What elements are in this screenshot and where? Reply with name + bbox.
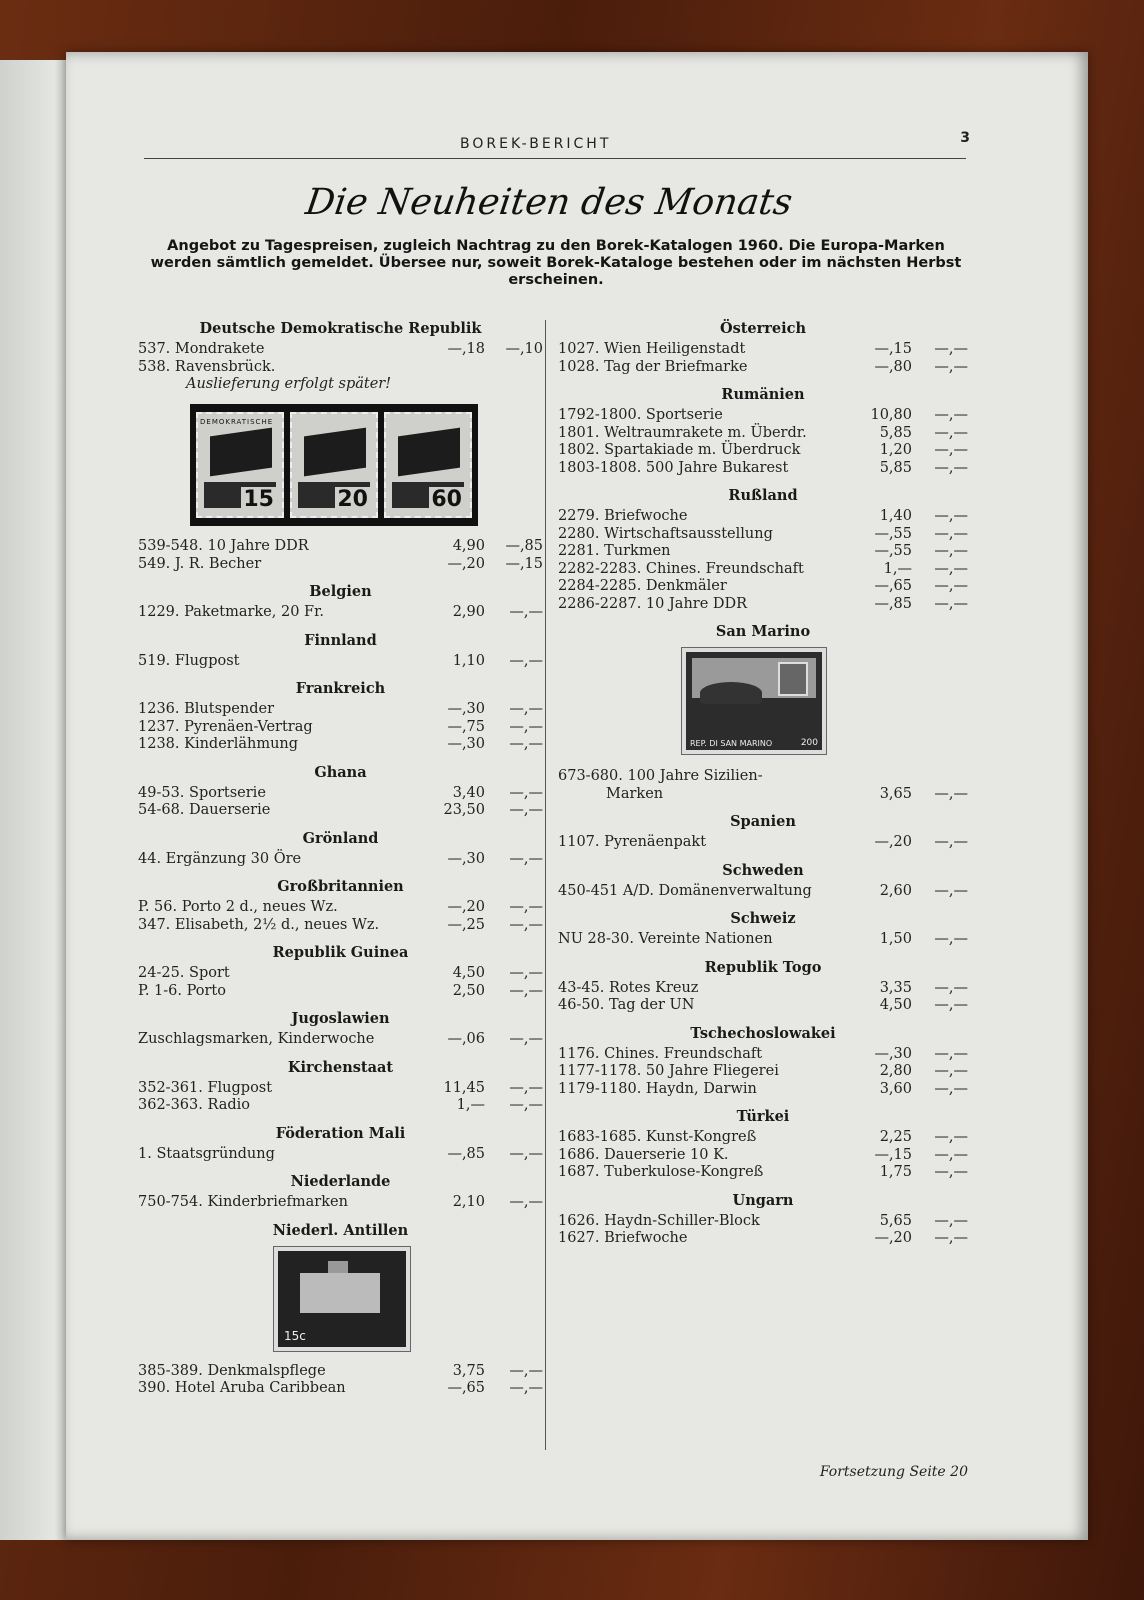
continuation-note: Fortsetzung Seite 20 [819, 1464, 968, 1480]
item-price: —,30 [447, 701, 485, 717]
catalog-section [138, 1125, 543, 1164]
item-price: —,— [509, 652, 543, 669]
item-description: 352-361. Flugpost [138, 1079, 273, 1096]
item-description: 1107. Pyrenäenpakt [558, 834, 707, 850]
item-price: 2,80 [879, 1063, 912, 1079]
item-price: —,— [934, 1146, 968, 1163]
item-price: —,— [509, 1194, 543, 1210]
item-description: 1627. Briefwoche [558, 1230, 688, 1246]
item-price: 3,60 [879, 1080, 912, 1097]
left-column [138, 320, 543, 1398]
catalog-section [138, 680, 543, 754]
item-price: —,15 [505, 555, 543, 572]
item-price: 1,— [456, 1097, 485, 1113]
item-description: P. 1-6. Porto [138, 982, 226, 999]
item-description: 2281. Turkmen [558, 543, 671, 559]
item-price: —,06 [447, 1031, 485, 1047]
antillen-rows [138, 1363, 543, 1398]
item-price: —,18 [447, 341, 485, 357]
san-marino-stamp: REP. DI SAN MARINO 200 [682, 648, 826, 754]
list-item [138, 604, 543, 622]
item-description: 1626. Haydn-Schiller-Block [558, 1212, 760, 1229]
item-price: 1,75 [879, 1164, 912, 1180]
page-title: Die Neuheiten des Monats [303, 182, 795, 223]
item-description: 2279. Briefwoche [558, 508, 688, 524]
item-price: 2,50 [452, 982, 485, 999]
item-price: 5,85 [879, 459, 912, 476]
list-item [558, 596, 968, 614]
catalog-section [138, 878, 543, 934]
right-sections-a [558, 320, 968, 613]
item-price: —,— [509, 736, 543, 752]
list-item [558, 1147, 968, 1165]
catalog-section [558, 487, 968, 613]
item-price: —,20 [874, 834, 912, 850]
item-price: 1,50 [879, 931, 912, 947]
item-price: —,— [934, 1080, 968, 1097]
list-item [558, 460, 968, 478]
item-price: —,— [934, 979, 968, 996]
item-price: —,— [934, 560, 968, 577]
catalog-section [558, 386, 968, 477]
section-heading: Frankreich [295, 680, 386, 697]
item-price: —,— [509, 718, 543, 735]
item-price: 10,80 [870, 407, 912, 423]
section-heading: Jugoslawien [291, 1010, 390, 1027]
item-description: 43-45. Rotes Kreuz [558, 979, 699, 996]
item-price: 4,50 [879, 997, 912, 1013]
item-price: 4,50 [452, 965, 485, 981]
item-price: —,30 [874, 1045, 912, 1062]
item-description: 2284-2285. Denkmäler [558, 578, 727, 594]
item-price: —,— [934, 997, 968, 1013]
list-item [558, 578, 968, 596]
item-description: 1179-1180. Haydn, Darwin [558, 1080, 757, 1097]
item-description: 519. Flugpost [138, 652, 240, 669]
list-item [558, 883, 968, 901]
item-price: 23,50 [443, 802, 485, 818]
item-price: —,85 [505, 538, 543, 554]
item-description: 347. Elisabeth, 2½ d., neues Wz. [138, 916, 380, 933]
item-price: —,— [509, 965, 543, 981]
item-description: Zuschlagsmarken, Kinderwoche [138, 1031, 375, 1047]
item-price: —,— [509, 784, 543, 801]
section-heading: San Marino [715, 623, 811, 640]
item-price: —,20 [447, 899, 485, 915]
item-price: 2,10 [452, 1194, 485, 1210]
list-item: 673-680. 100 Jahre Sizilien- [558, 768, 763, 784]
item-price: —,— [934, 1045, 968, 1062]
list-item [138, 538, 543, 556]
catalog-section [138, 1059, 543, 1115]
list-item [558, 1081, 968, 1099]
section-heading: Spanien [730, 813, 796, 830]
item-description: NU 28-30. Vereinte Nationen [558, 931, 773, 947]
list-item [138, 701, 543, 719]
list-item [558, 1164, 968, 1182]
list-item [138, 1097, 543, 1115]
item-description: 1236. Blutspender [138, 701, 275, 717]
item-description: 1686. Dauerserie 10 K. [558, 1146, 729, 1163]
section-heading: Schweiz [730, 910, 796, 927]
item-description: 1177-1178. 50 Jahre Fliegerei [558, 1063, 779, 1079]
item-description: 450-451 A/D. Domänenverwaltung [558, 882, 812, 899]
item-description: 1027. Wien Heiligenstadt [558, 341, 746, 357]
section-heading: Belgien [309, 583, 372, 600]
item-description: 49-53. Sportserie [138, 784, 266, 801]
item-description: 24-25. Sport [138, 965, 230, 981]
ddr-rows-2 [138, 538, 543, 573]
list-item [138, 1080, 543, 1098]
section-heading: Föderation Mali [275, 1124, 406, 1142]
item-price: —,— [509, 1097, 543, 1113]
header-title: BOREK-BERICHT [460, 136, 612, 152]
stamp-image: 20 [290, 412, 378, 518]
item-description: 46-50. Tag der UN [558, 997, 695, 1013]
item-description: 1683-1685. Kunst-Kongreß [558, 1129, 757, 1145]
item-description: 1687. Tuberkulose-Kongreß [558, 1164, 764, 1180]
item-description: 750-754. Kinderbriefmarken [138, 1194, 348, 1210]
item-price: —,— [509, 701, 543, 717]
item-description: 1176. Chines. Freundschaft [558, 1045, 763, 1062]
item-price: —,— [934, 1164, 968, 1180]
list-item [558, 359, 968, 377]
antillen-stamp: 15c [274, 1247, 410, 1351]
item-description: 54-68. Dauerserie [138, 802, 271, 818]
section-heading: Österreich [719, 320, 807, 337]
section-heading: Republik Guinea [272, 944, 409, 961]
list-item [138, 802, 543, 820]
catalog-section [558, 320, 968, 376]
section-heading: Niederlande [290, 1173, 391, 1190]
item-price: —,— [509, 1380, 543, 1396]
item-price: —,— [509, 1145, 543, 1162]
list-item [558, 931, 968, 949]
list-item [138, 1031, 543, 1049]
item-price: —,— [509, 899, 543, 915]
list-item [138, 917, 543, 935]
column-divider [545, 320, 546, 1450]
section-heading: Großbritannien [277, 878, 404, 895]
delivery-note: Auslieferung erfolgt später! [186, 376, 392, 392]
item-price: —,— [934, 508, 968, 524]
list-item [138, 1146, 543, 1164]
item-price: —,— [934, 459, 968, 476]
ddr-rows [138, 341, 543, 376]
right-column [558, 320, 968, 1248]
item-description: 538. Ravensbrück. [138, 358, 276, 375]
item-description: 390. Hotel Aruba Caribbean [138, 1380, 346, 1396]
list-item [138, 899, 543, 917]
catalog-section [558, 1192, 968, 1248]
catalog-section [138, 1010, 543, 1049]
list-item [138, 1194, 543, 1212]
item-price: —,— [509, 916, 543, 933]
catalog-section [138, 632, 543, 671]
item-price: 2,90 [452, 604, 485, 620]
item-description: 385-389. Denkmalspflege [138, 1362, 326, 1379]
item-price: 1,40 [879, 508, 912, 524]
item-price: 1,20 [879, 442, 912, 458]
item-price: —,— [934, 543, 968, 559]
item-price: —,— [934, 525, 968, 542]
item-description: 1238. Kinderlähmung [138, 736, 299, 752]
item-price: —,— [934, 1230, 968, 1246]
right-sections-b [558, 813, 968, 1248]
catalog-section [558, 1025, 968, 1099]
item-description: 539-548. 10 Jahre DDR [138, 538, 309, 554]
item-price: —,15 [874, 341, 912, 357]
item-price: —,10 [505, 341, 543, 357]
item-price: —,75 [447, 718, 485, 735]
stamp-image: DEMOKRATISCHE 15 [196, 412, 284, 518]
item-price: —,25 [447, 916, 485, 933]
list-item [558, 1230, 968, 1248]
item-price: —,— [934, 341, 968, 357]
item-price: —,— [509, 1031, 543, 1047]
list-item [138, 341, 543, 359]
list-item [558, 543, 968, 561]
left-sections [138, 583, 543, 1212]
item-price: —,— [934, 1063, 968, 1079]
section-heading: Finnland [304, 631, 377, 649]
catalog-section [138, 764, 543, 820]
section-heading: Schweden [722, 861, 804, 879]
section-heading: Ungarn [732, 1191, 794, 1209]
item-price: 5,85 [879, 424, 912, 441]
item-price: —,15 [874, 1146, 912, 1163]
list-item [558, 442, 968, 460]
item-price: —,— [934, 595, 968, 612]
item-price: —,— [934, 882, 968, 899]
section-heading: Rumänien [721, 386, 805, 403]
section-heading: Türkei [736, 1108, 790, 1125]
section-heading: Niederl. Antillen [272, 1221, 409, 1239]
item-price: —,— [934, 1129, 968, 1145]
item-price: 2,60 [879, 882, 912, 899]
stamp-image: 60 [384, 412, 472, 518]
item-price: —,— [934, 1212, 968, 1229]
item-description: 1803-1808. 500 Jahre Bukarest [558, 459, 789, 476]
section-heading: Kirchenstaat [287, 1058, 394, 1076]
item-price: —,20 [874, 1230, 912, 1246]
list-item [138, 653, 543, 671]
list-item [138, 359, 543, 377]
catalog-section [138, 1173, 543, 1212]
section-heading: Republik Togo [704, 958, 822, 976]
item-price: —,— [934, 358, 968, 375]
catalog-section [558, 813, 968, 852]
item-price: —,65 [874, 578, 912, 594]
list-item [558, 407, 968, 425]
item-description: 537. Mondrakete [138, 341, 265, 357]
catalog-section [138, 583, 543, 622]
item-price: 1,10 [452, 652, 485, 669]
item-price: 3,40 [452, 784, 485, 801]
catalog-page [66, 52, 1088, 1540]
list-item [558, 508, 968, 526]
list-item [138, 983, 543, 1001]
item-price: —,55 [874, 543, 912, 559]
list-item [138, 1363, 543, 1381]
item-description: 2286-2287. 10 Jahre DDR [558, 595, 748, 612]
item-price: —,— [934, 442, 968, 458]
item-description: 44. Ergänzung 30 Öre [138, 850, 302, 867]
section-heading: Tschechoslowakei [690, 1024, 836, 1042]
list-item [558, 425, 968, 443]
section-heading: Grönland [302, 829, 379, 847]
item-price: —,— [934, 931, 968, 947]
item-description: 1237. Pyrenäen-Vertrag [138, 718, 313, 735]
item-price: —,— [509, 850, 543, 867]
item-description: 362-363. Radio [138, 1097, 251, 1113]
list-item [138, 719, 543, 737]
list-item [558, 1063, 968, 1081]
list-item [558, 1046, 968, 1064]
catalog-section [558, 910, 968, 949]
list-item [558, 561, 968, 579]
list-item [558, 1129, 968, 1147]
item-price: —,— [509, 604, 543, 620]
item-description: 1802. Spartakiade m. Überdruck [558, 442, 801, 458]
item-price: —,— [509, 1079, 543, 1096]
item-description: 1801. Weltraumrakete m. Überdr. [558, 424, 807, 441]
item-description: 549. J. R. Becher [138, 555, 262, 572]
list-item [558, 834, 968, 852]
item-description: 1792-1800. Sportserie [558, 407, 723, 423]
catalog-section [138, 944, 543, 1000]
list-item [558, 526, 968, 544]
item-price: 11,45 [443, 1079, 485, 1096]
item-description: P. 56. Porto 2 d., neues Wz. [138, 899, 338, 915]
item-price: —,30 [447, 736, 485, 752]
item-price: —,55 [874, 525, 912, 542]
item-price: —,— [934, 424, 968, 441]
item-price: —,85 [447, 1145, 485, 1162]
item-price: —,— [509, 982, 543, 999]
item-price: —,30 [447, 850, 485, 867]
intro-text: Angebot zu Tagespreisen, zugleich Nachtrag zu den Borek-Katalogen 1960. Die Europa-Marken werden sämtlich gemeldet. Übersee nur, soweit Borek-Kataloge bestehen oder im nächsten Herbst erscheinen. [150, 238, 962, 288]
item-price: 4,90 [452, 538, 485, 554]
ddr-stamp-strip [190, 404, 478, 526]
item-description: 2282-2283. Chines. Freundschaft [558, 560, 804, 577]
page-number: 3 [960, 130, 970, 146]
section-heading: Ghana [314, 763, 367, 781]
item-price: —,— [509, 1362, 543, 1379]
item-price: —,— [934, 578, 968, 594]
catalog-section [558, 959, 968, 1015]
item-price: —,85 [874, 595, 912, 612]
list-item [138, 965, 543, 983]
item-price: 3,75 [452, 1362, 485, 1379]
item-description: 1028. Tag der Briefmarke [558, 358, 748, 375]
item-price: 3,35 [879, 979, 912, 996]
list-item [558, 980, 968, 998]
item-description: 2280. Wirtschaftsausstellung [558, 525, 773, 542]
item-price: —,20 [447, 555, 485, 572]
section-heading: Rußland [728, 487, 798, 504]
catalog-section [558, 862, 968, 901]
item-price: —,— [934, 407, 968, 423]
list-item: Marken 3,65 —,— [606, 785, 968, 802]
item-price: 5,65 [879, 1212, 912, 1229]
item-price: —,65 [447, 1380, 485, 1396]
item-price: —,80 [874, 358, 912, 375]
item-price: 1,— [883, 560, 912, 577]
catalog-section [138, 830, 543, 869]
section-heading: Deutsche Demokratische Republik [199, 320, 482, 337]
list-item [138, 736, 543, 754]
item-description: 1. Staatsgründung [138, 1145, 275, 1162]
list-item [138, 851, 543, 869]
list-item [138, 1380, 543, 1398]
list-item [138, 785, 543, 803]
catalog-section [558, 1108, 968, 1182]
item-price: —,— [509, 802, 543, 818]
item-description: 1229. Paketmarke, 20 Fr. [138, 604, 325, 620]
item-price: —,— [934, 834, 968, 850]
item-price: 2,25 [879, 1129, 912, 1145]
list-item [558, 1213, 968, 1231]
list-item [558, 341, 968, 359]
running-header [144, 130, 970, 159]
list-item [558, 997, 968, 1015]
list-item [138, 556, 543, 574]
